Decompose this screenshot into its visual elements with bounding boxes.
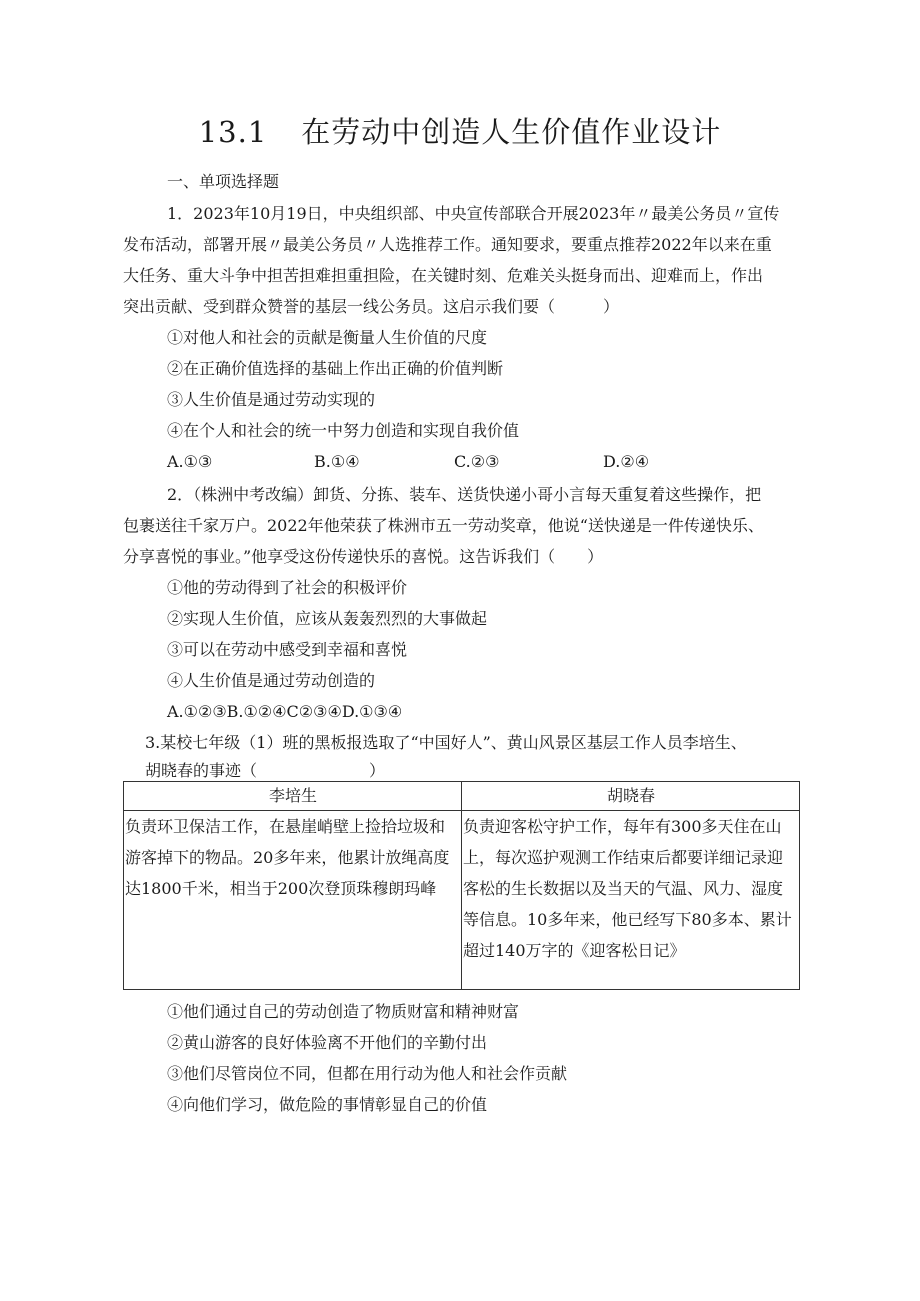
q1-option-a: A.①③ [167, 452, 213, 471]
q3-cell-line: 达1800千米，相当于200次登顶珠穆朗玛峰 [125, 879, 437, 898]
q3-line: 胡晓春的事迹（ ） [145, 761, 386, 780]
q2-statement: ④人生价值是通过劳动创造的 [167, 671, 376, 690]
q3-table-header: 李培生 [124, 782, 462, 811]
section-heading: 一、单项选择题 [167, 172, 280, 191]
title-text: 在劳动中创造人生价值作业设计 [301, 115, 722, 149]
q3-table-cell-hu [462, 811, 800, 990]
q1-statement: ③人生价值是通过劳动实现的 [167, 390, 376, 409]
q2-line: 包裹送往千家万户。2022年他荣获了株洲市五一劳动奖章，他说“送快递是一件传递快乐、 [123, 516, 764, 535]
q1-statement: ④在个人和社会的统一中努力创造和实现自我价值 [167, 421, 520, 440]
q3-table-header: 胡晓春 [462, 782, 800, 811]
q2-options: A.①②③B.①②④C②③④D.①③④ [167, 702, 403, 721]
q3-table [123, 781, 800, 990]
q3-cell-line: 游客掉下的物品。20多年来，他累计放绳高度 [125, 848, 450, 867]
q2-statement: ②实现人生价值，应该从轰轰烈烈的大事做起 [167, 609, 488, 628]
q3-cell-line: 超过140万字的《迎客松日记》 [463, 941, 686, 960]
q1-option-c: C.②③ [454, 452, 500, 471]
q1-option-d: D.②④ [603, 452, 650, 471]
q2-statement: ①他的劳动得到了社会的积极评价 [167, 578, 408, 597]
q2-statement: ③可以在劳动中感受到幸福和喜悦 [167, 640, 408, 659]
title-number: 13.1 [198, 115, 268, 149]
q1-statement: ①对他人和社会的贡献是衡量人生价值的尺度 [167, 328, 488, 347]
q3-statement: ①他们通过自己的劳动创造了物质财富和精神财富 [167, 1002, 520, 1021]
q1-line: 突出贡献、受到群众赞誉的基层一线公务员。这启示我们要（ ） [123, 297, 620, 316]
q3-statement: ②黄山游客的良好体验离不开他们的辛勤付出 [167, 1033, 488, 1052]
q3-statement: ③他们尽管岗位不同，但都在用行动为他人和社会作贡献 [167, 1064, 568, 1083]
q3-table-cell-li [124, 811, 462, 990]
q2-line: 分享喜悦的事业。”他享受这份传递快乐的喜悦。这告诉我们（ ） [123, 547, 604, 566]
q3-cell-line: 负责迎客松守护工作，每年有300多天住在山 [463, 817, 782, 836]
q3-cell-line: 等信息。10多年来，他已经写下80多本、累计 [463, 910, 792, 929]
q3-statement: ④向他们学习，做危险的事情彰显自己的价值 [167, 1095, 488, 1114]
q3-line: 3.某校七年级（1）班的黑板报选取了“中国好人”、黄山风景区基层工作人员李培生、 [145, 733, 747, 752]
q1-line: 发布活动，部署开展〃最美公务员〃人选推荐工作。通知要求，要重点推荐2022年以来在重 [123, 235, 772, 254]
q2-line: 2．（株洲中考改编）卸货、分拣、装车、送货快递小哥小言每天重复着这些操作，把 [167, 485, 762, 504]
q1-statement: ②在正确价值选择的基础上作出正确的价值判断 [167, 359, 504, 378]
q3-cell-line: 负责环卫保洁工作，在悬崖峭壁上捡拾垃圾和 [125, 817, 446, 836]
q3-cell-line: 客松的生长数据以及当天的气温、风力、湿度 [463, 879, 784, 898]
q1-line: 1．2023年10月19日，中央组织部、中央宣传部联合开展2023年〃最美公务员〃宣传 [167, 204, 780, 223]
q1-line: 大任务、重大斗争中担苦担难担重担险，在关键时刻、危难关头挺身而出、迎难而上，作出 [123, 266, 764, 285]
q3-cell-line: 上，每次巡护观测工作结束后都要详细记录迎 [463, 848, 784, 867]
q1-option-b: B.①④ [314, 452, 360, 471]
page-title [0, 112, 920, 152]
